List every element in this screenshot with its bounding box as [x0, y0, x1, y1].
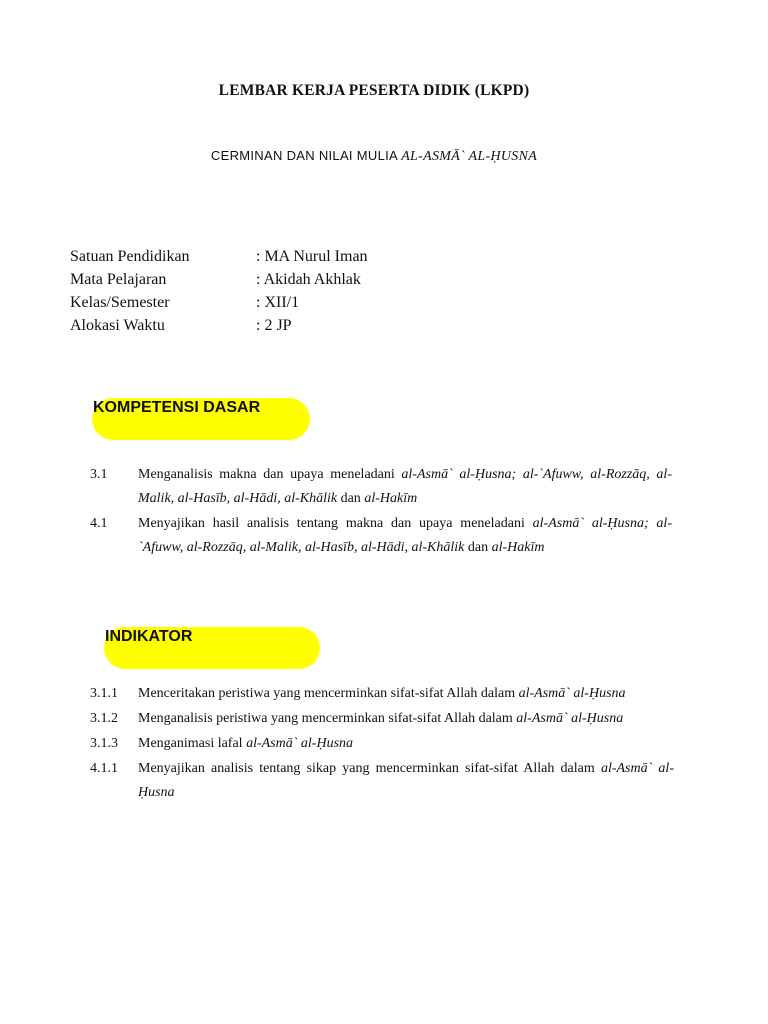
item-text: Menyajikan hasil analisis tentang makna dan upaya meneladani — [138, 516, 533, 531]
list-item — [90, 757, 674, 805]
item-italic: al-Asmā` al-Ḥusna — [516, 711, 624, 726]
list-item — [90, 463, 672, 511]
info-value: : Akidah Akhlak — [256, 271, 361, 288]
info-value: : 2 JP — [256, 317, 292, 334]
subtitle-italic: AL-ASMĀ` AL-ḤUSNA — [401, 149, 538, 164]
item-text: Menganalisis makna dan upaya meneladani — [138, 467, 402, 482]
list-item — [90, 732, 674, 756]
info-value: : XII/1 — [256, 294, 300, 311]
item-number: 4.1.1 — [90, 761, 118, 776]
kompetensi-list — [90, 463, 672, 561]
item-number: 3.1.2 — [90, 711, 118, 726]
list-item — [90, 682, 674, 706]
item-number: 4.1 — [90, 516, 108, 531]
info-row — [70, 268, 368, 291]
kompetensi-heading: KOMPETENSI DASAR — [93, 399, 261, 416]
document-title: LEMBAR KERJA PESERTA DIDIK (LKPD) — [218, 82, 530, 99]
info-label: Kelas/Semester — [70, 294, 170, 311]
info-row — [70, 291, 368, 314]
item-number: 3.1 — [90, 467, 108, 482]
item-italic: al-Asmā` al-Ḥusna — [246, 736, 354, 751]
item-italic: al-Asmā` al-Ḥusna; al-`Afuww, al-Rozzāq, al-Malik, al-Hasīb, al-Hādi, al-Khālik — [138, 467, 672, 506]
item-text: Menceritakan peristiwa yang mencerminkan sifat-sifat Allah dalam — [138, 686, 519, 701]
item-italic: al-Hakīm — [491, 540, 545, 555]
item-italic: al-Asmā` al-Ḥusna — [138, 761, 674, 800]
item-connector: dan — [464, 540, 492, 555]
indikator-heading: INDIKATOR — [105, 628, 193, 645]
indikator-list — [90, 682, 674, 806]
info-row — [70, 314, 368, 337]
item-italic: al-Asmā` al-Ḥusna; al-`Afuww, al-Rozzāq, al-Malik, al-Hasīb, al-Hādi, al-Khālik — [138, 516, 672, 555]
item-text: Menganalisis peristiwa yang mencerminkan sifat-sifat Allah dalam — [138, 711, 517, 726]
item-connector: dan — [337, 491, 365, 506]
info-row — [70, 245, 368, 268]
document-subtitle — [0, 148, 748, 165]
info-label: Alokasi Waktu — [70, 317, 165, 334]
info-value: : MA Nurul Iman — [256, 248, 368, 265]
item-text: Menganimasi lafal — [138, 736, 247, 751]
item-italic: al-Asmā` al-Ḥusna — [518, 686, 626, 701]
item-number: 3.1.3 — [90, 736, 118, 751]
item-italic: al-Hakīm — [364, 491, 418, 506]
list-item — [90, 512, 672, 560]
info-label: Mata Pelajaran — [70, 271, 167, 288]
info-label: Satuan Pendidikan — [70, 248, 190, 265]
item-number: 3.1.1 — [90, 686, 118, 701]
identity-table — [70, 245, 368, 337]
subtitle-plain: CERMINAN DAN NILAI MULIA — [210, 148, 402, 163]
list-item — [90, 707, 674, 731]
item-text: Menyajikan analisis tentang sikap yang mencerminkan sifat-sifat Allah dalam — [138, 761, 601, 776]
